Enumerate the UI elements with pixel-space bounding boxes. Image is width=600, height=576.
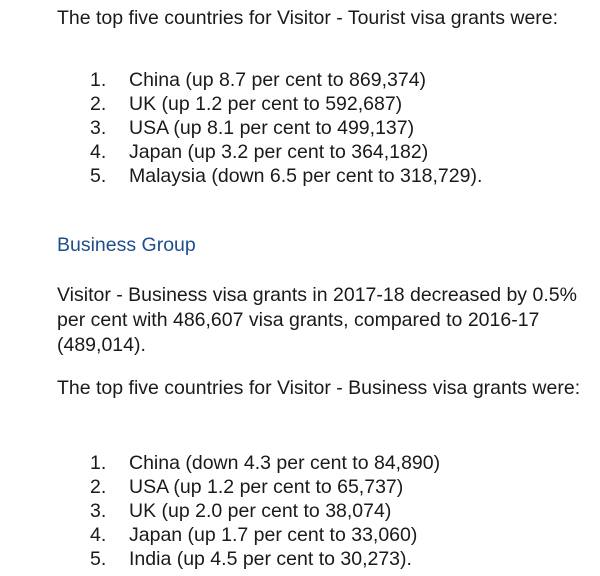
list-text: USA (up 8.1 per cent to 499,137) xyxy=(129,117,415,139)
list-text: UK (up 1.2 per cent to 592,687) xyxy=(129,93,403,115)
list-item xyxy=(90,164,482,188)
tourist-intro: The top five countries for Visitor - Tourist visa grants were: xyxy=(57,7,559,29)
list-item xyxy=(90,68,482,92)
list-text: USA (up 1.2 per cent to 65,737) xyxy=(129,476,404,498)
list-item xyxy=(90,475,440,499)
list-item xyxy=(90,499,440,523)
list-item xyxy=(90,140,482,164)
list-number: 2. xyxy=(90,476,107,498)
list-number: 2. xyxy=(90,93,107,115)
list-number: 5. xyxy=(90,548,107,570)
tourist-country-list xyxy=(90,68,482,188)
list-text: Japan (up 1.7 per cent to 33,060) xyxy=(129,524,418,546)
list-item xyxy=(90,116,482,140)
list-text: UK (up 2.0 per cent to 38,074) xyxy=(129,500,392,522)
business-country-list xyxy=(90,451,440,571)
list-number: 3. xyxy=(90,117,107,139)
list-text: China (down 4.3 per cent to 84,890) xyxy=(129,452,441,474)
business-summary: Visitor - Business visa grants in 2017-18 decreased by 0.5% per cent with 486,607 visa grants, compared to 2016-17 (489,014). xyxy=(57,284,577,356)
list-number: 4. xyxy=(90,524,107,546)
list-number: 5. xyxy=(90,165,107,187)
list-text: Japan (up 3.2 per cent to 364,182) xyxy=(129,141,429,163)
list-text: India (up 4.5 per cent to 30,273). xyxy=(129,548,412,570)
list-number: 1. xyxy=(90,69,107,91)
list-number: 4. xyxy=(90,141,107,163)
business-group-heading: Business Group xyxy=(57,234,196,256)
list-item xyxy=(90,451,440,475)
list-item xyxy=(90,92,482,116)
list-number: 1. xyxy=(90,452,107,474)
list-text: China (up 8.7 per cent to 869,374) xyxy=(129,69,427,91)
business-intro: The top five countries for Visitor - Business visa grants were: xyxy=(57,377,581,399)
list-item xyxy=(90,547,440,571)
list-number: 3. xyxy=(90,500,107,522)
list-text: Malaysia (down 6.5 per cent to 318,729). xyxy=(129,165,483,187)
list-item xyxy=(90,523,440,547)
